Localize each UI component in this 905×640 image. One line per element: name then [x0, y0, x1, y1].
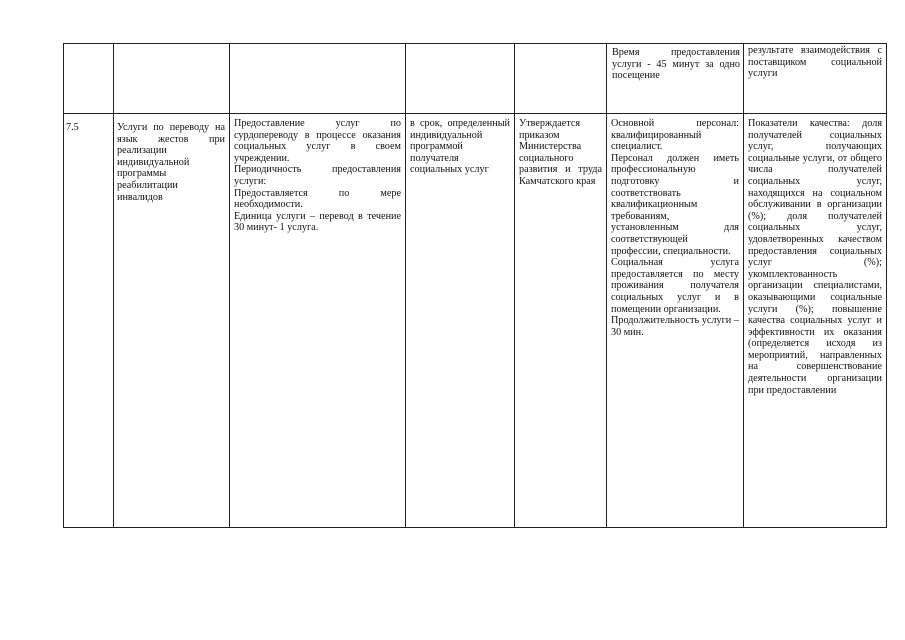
service-name-cell: Услуги по переводу на язык жестов при реализации индивидуальной программы реабилитации инвалидов: [117, 122, 225, 203]
quality-indicators-cell: Показатели качества: доля получателей социальных услуг, получающих социальные услуги, от общего числа получателей социальных услуг, находящихся на социальном обслуживании в организации (%); доля получателей социальных услуг, удовлетворенных качеством предоставления социальных услуг (%); укомплектованность организации специалистами, оказывающими социальные услуги (%); повышение качества социальных услуг и эффективности их оказания (определяется исходя из мероприятий, направленных на совершенствование деятельности организации при предоставлении: [748, 118, 882, 396]
col-border-2: [229, 43, 230, 528]
col-border-0: [63, 43, 64, 528]
col-border-5: [606, 43, 607, 528]
col-border-7: [886, 43, 887, 528]
col-border-1: [113, 43, 114, 528]
row-divider: [63, 113, 886, 114]
service-term-cell: в срок, определенный индивидуальной программой получателя социальных услуг: [410, 118, 510, 176]
row-number: 7.5: [66, 122, 79, 133]
top-row-result-cell: результате взаимодействия с поставщиком социальной услуги: [748, 45, 882, 80]
col-border-6: [743, 43, 744, 528]
table-bottom-border: [63, 527, 886, 528]
service-description-cell: Предоставление услуг по сурдопереводу в процессе оказания социальных услуг в своем учреждении. Периодичность предоставления услуги: Предоставляется по мере необходимости. Единица услуги – перевод в течение 30 минут- 1 услуга.: [234, 118, 401, 234]
tariff-cell: Утверждается приказом Министерства социального развития и труда Камчатского края: [519, 118, 602, 187]
col-border-4: [514, 43, 515, 528]
conditions-cell: Основной персонал: квалифицированный специалист. Персонал должен иметь профессиональную подготовку и соответствовать квалификационным требованиям, установленным для соответствующей профессии, специальности. Социальная услуга предоставляется по месту проживания получателя социальных услуг и в помещении организации. Продолжительность услуги – 30 мин.: [611, 118, 739, 338]
table-top-border: [63, 43, 886, 44]
col-border-3: [405, 43, 406, 528]
top-row-time-cell: Время предоставления услуги - 45 минут за одно посещение: [612, 47, 740, 82]
